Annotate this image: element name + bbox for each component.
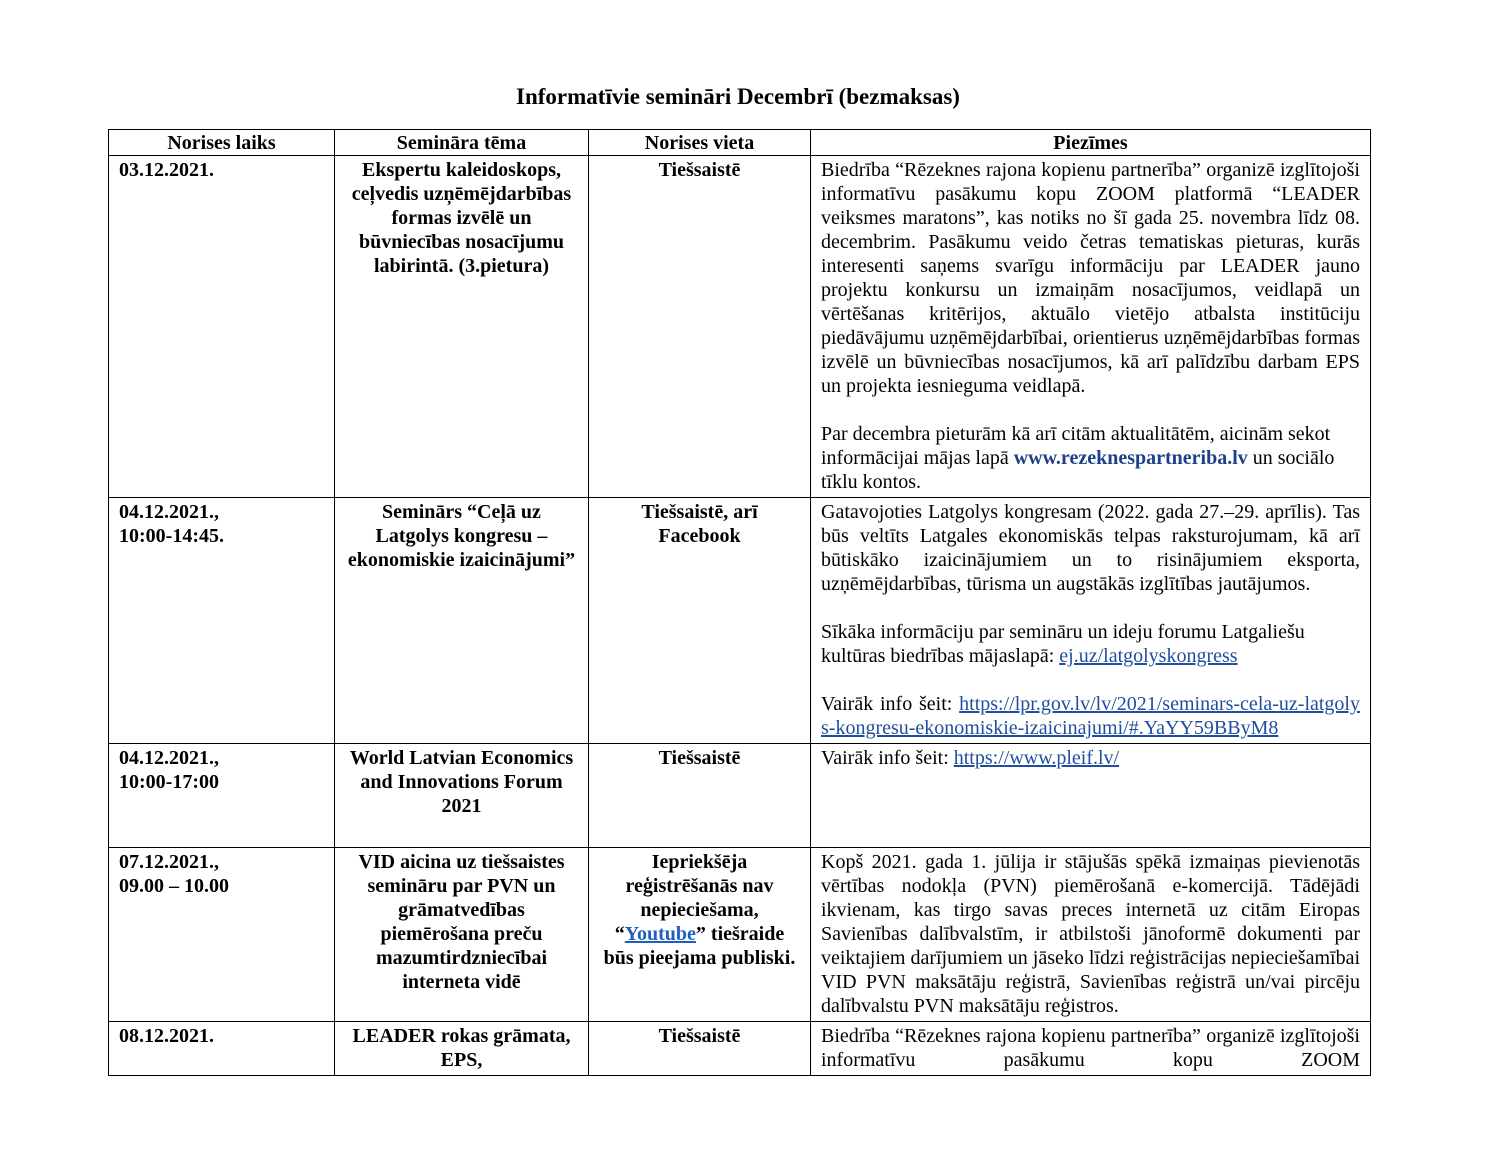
row-notes bbox=[811, 744, 1371, 848]
notes-paragraph bbox=[821, 422, 1360, 494]
row-notes bbox=[811, 156, 1371, 498]
table-row bbox=[109, 1022, 1371, 1076]
notes-text: Vairāk info šeit: bbox=[821, 747, 954, 769]
table-row bbox=[109, 848, 1371, 1022]
notes-paragraph: Kopš 2021. gada 1. jūlija ir stājušās spēkā izmaiņas pievienotās vērtības nodokļa (PVN) piemērošanā e-komercijā. Tādējādi ikvienam, kas tirgo savas preces internetā uz citām Eiropas Savienības dalībvalstīm, ir atbilstoši jānoformē dokumenti par veiktajiem darījumiem un jāseko līdzi reģistrācijas nepieciešamībai VID PVN maksātāju reģistrā, Savienības reģistrā un/vai pircēju dalībvalstu PVN maksātāju reģistros. bbox=[821, 851, 1360, 1017]
youtube-link[interactable]: Youtube bbox=[624, 923, 696, 945]
header-place: Norises vieta bbox=[589, 130, 811, 156]
row-place: Tiešsaistē bbox=[589, 744, 811, 848]
place-text: ” tiešraide būs pieejama publiski. bbox=[603, 923, 796, 969]
row-notes bbox=[811, 848, 1371, 1022]
row-date bbox=[109, 156, 335, 498]
row-topic: VID aicina uz tiešsaistes semināru par PVN un grāmatvedības piemērošana preču mazumtirdzniecībai interneta vidē bbox=[335, 848, 589, 1022]
table-row bbox=[109, 744, 1371, 848]
page-title: Informatīvie semināri Decembrī (bezmaksas) bbox=[516, 84, 960, 109]
notes-text: Vairāk info šeit: bbox=[821, 693, 960, 715]
row-place: Tiešsaistē bbox=[589, 156, 811, 498]
row-place: Tiešsaistē, arī Facebook bbox=[589, 498, 811, 744]
lpr-link[interactable]: https://lpr.gov.lv/lv/2021/seminars-cela-uz-latgolys-kongresu-ekonomiskie-izaicinajumi/#.YaYY59BByM8 bbox=[821, 693, 1360, 739]
date-line: 04.12.2021., bbox=[119, 747, 219, 769]
row-topic: Seminārs “Ceļā uz Latgolys kongresu – ekonomiskie izaicinājumi” bbox=[335, 498, 589, 744]
row-place: Tiešsaistē bbox=[589, 1022, 811, 1076]
row-topic: World Latvian Economics and Innovations Forum 2021 bbox=[335, 744, 589, 848]
date-line: 08.12.2021. bbox=[119, 1025, 214, 1047]
table-row bbox=[109, 498, 1371, 744]
pleif-link[interactable]: https://www.pleif.lv/ bbox=[953, 747, 1120, 769]
notes-paragraph bbox=[821, 620, 1360, 668]
kongress-link[interactable]: ej.uz/latgolyskongress bbox=[1059, 645, 1238, 667]
row-date bbox=[109, 848, 335, 1022]
notes-text: un sociālo tīklu kontos. bbox=[821, 447, 1335, 493]
date-line: 07.12.2021., bbox=[119, 851, 219, 873]
date-line: 03.12.2021. bbox=[119, 159, 214, 181]
row-date bbox=[109, 1022, 335, 1076]
notes-text: Sīkāka informāciju par semināru un ideju forumu Latgaliešu kultūras biedrības mājaslapā: bbox=[821, 621, 1305, 667]
time-line: 10:00-14:45. bbox=[119, 525, 224, 547]
header-topic: Semināra tēma bbox=[335, 130, 589, 156]
row-place bbox=[589, 848, 811, 1022]
row-topic: Ekspertu kaleidoskops, ceļvedis uzņēmējdarbības formas izvēlē un būvniecības nosacījumu labirintā. (3.pietura) bbox=[335, 156, 589, 498]
table-header-row bbox=[109, 130, 1371, 156]
row-date bbox=[109, 744, 335, 848]
time-line: 10:00-17:00 bbox=[119, 771, 219, 793]
seminar-table bbox=[108, 129, 1371, 1076]
notes-text: Par decembra pieturām kā arī citām aktualitātēm, aicinām sekot informācijai mājas lapā bbox=[821, 423, 1331, 469]
notes-paragraph: Gatavojoties Latgolys kongresam (2022. gada 27.–29. aprīlis). Tas būs veltīts Latgales ekonomiskās telpas raksturojumam, kā arī būtiskāko izaicinājumiem un to risinājumiem eksporta, uzņēmējdarbības, tūrisma un augstākās izglītības jautājumos. bbox=[821, 501, 1360, 595]
time-line: 09.00 – 10.00 bbox=[119, 875, 229, 897]
row-notes bbox=[811, 498, 1371, 744]
header-date: Norises laiks bbox=[109, 130, 335, 156]
date-line: 04.12.2021., bbox=[119, 501, 219, 523]
notes-paragraph bbox=[821, 746, 1360, 770]
notes-paragraph: Biedrība “Rēzeknes rajona kopienu partnerība” organizē izglītojoši informatīvu pasākumu kopu ZOOM platformā “LEADER veiksmes maratons”, kas notiks no šī gada 25. novembra līdz 08. decembrim. Pasākumu veido četras tematiskas pieturas, kurās interesenti saņems svarīgu informāciju par LEADER jauno projektu konkursu un izmaiņām nosacījumos, veidlapā un vērtēšanas kritērijos, aktuālo vietējo atbalsta institūciju piedāvājumu uzņēmējdarbībai, orientierus uzņēmējdarbības formas izvēlē un būvniecības nosacījumos, kā arī palīdzību darbam EPS un projekta iesnieguma veidlapā. bbox=[821, 159, 1360, 397]
notes-paragraph bbox=[821, 692, 1360, 740]
website-link[interactable]: www.rezeknespartneriba.lv bbox=[1013, 447, 1248, 469]
row-notes bbox=[811, 1022, 1371, 1076]
place-text: Iepriekšēja reģistrēšanās nav nepieciešama, “ bbox=[614, 851, 774, 945]
table-row bbox=[109, 156, 1371, 498]
row-date bbox=[109, 498, 335, 744]
header-notes: Piezīmes bbox=[811, 130, 1371, 156]
row-topic: LEADER rokas grāmata, EPS, bbox=[335, 1022, 589, 1076]
notes-paragraph: Biedrība “Rēzeknes rajona kopienu partnerība” organizē izglītojoši informatīvu pasākumu kopu ZOOM bbox=[821, 1025, 1360, 1071]
